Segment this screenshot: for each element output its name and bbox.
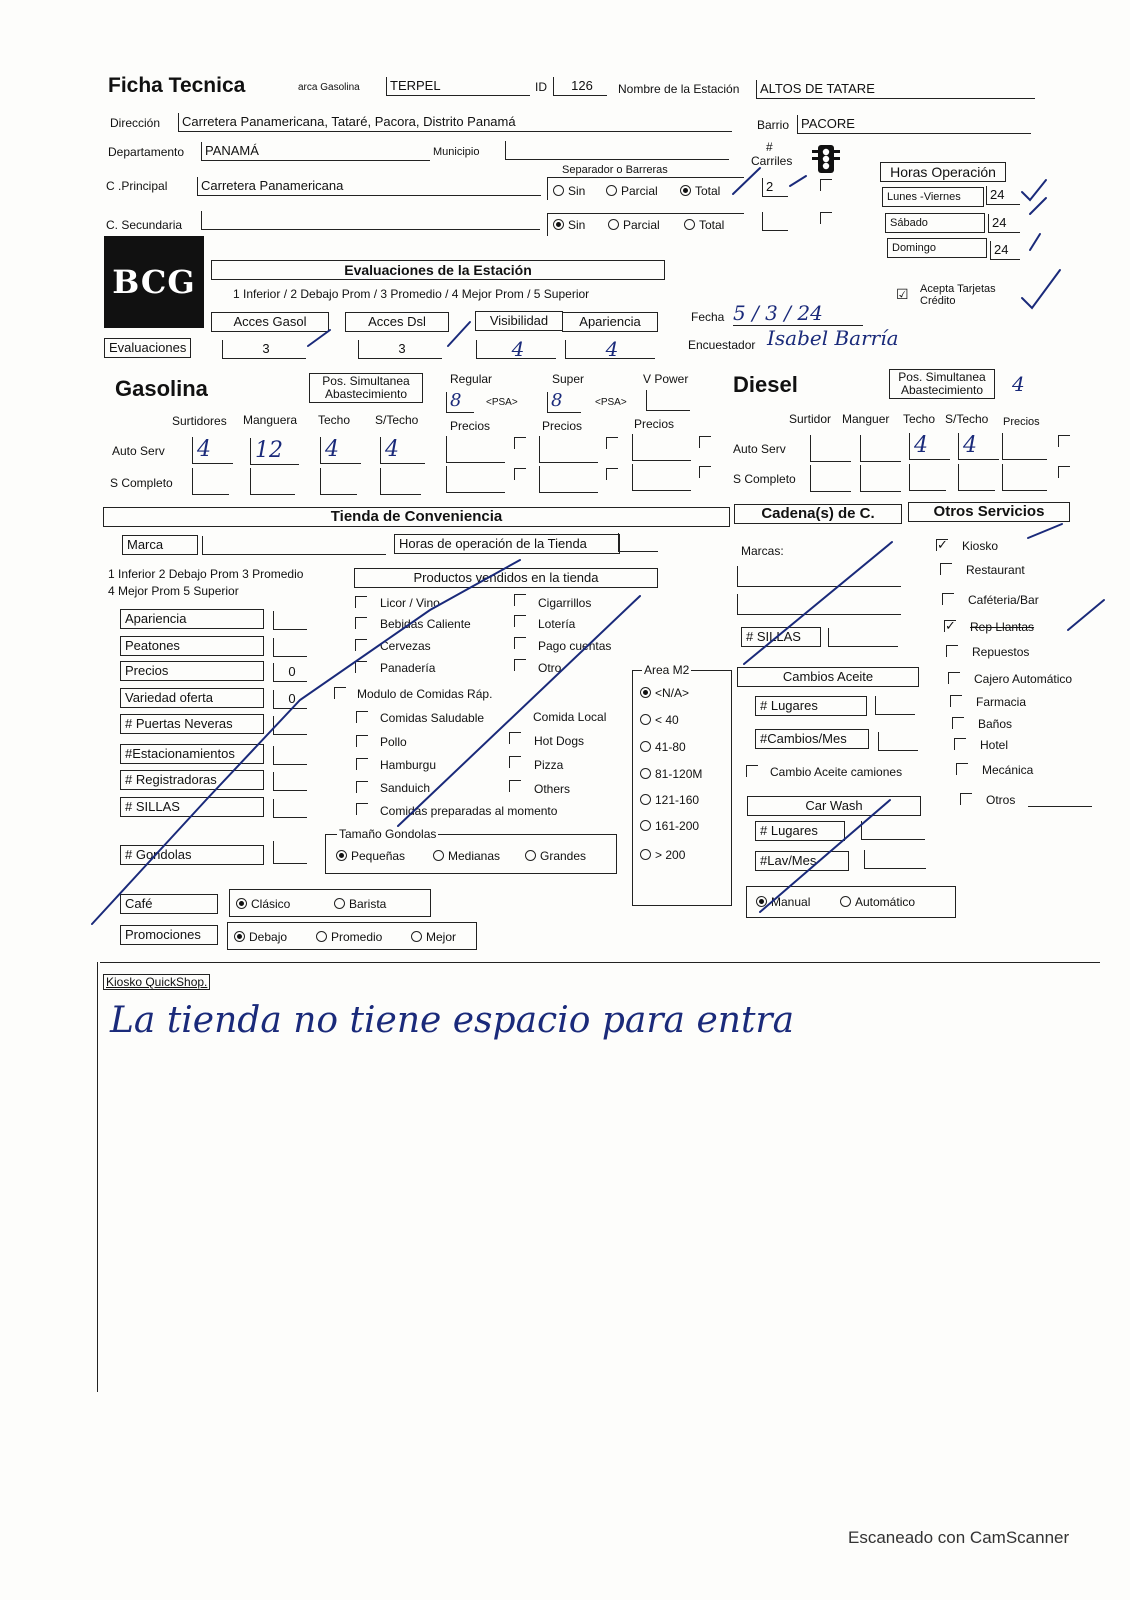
gondolas-label: # Gondolas	[120, 845, 264, 865]
otros-checkbox[interactable]: ✓	[937, 537, 948, 552]
gasolina-completo-check-2[interactable]	[606, 468, 618, 480]
eval-visibilidad-value[interactable]: 4	[476, 340, 556, 359]
diesel-auto-precio[interactable]	[1002, 433, 1047, 460]
producto-label: Panadería	[380, 661, 436, 675]
gasolina-psa-1: <PSA>	[486, 397, 518, 408]
acepta-tarjetas-checkbox[interactable]: ☑	[896, 286, 909, 302]
eval-acces-gasol-label: Acces Gasol	[211, 312, 329, 332]
comida-label: Others	[534, 782, 571, 796]
gasolina-auto-label: Auto Serv	[112, 444, 165, 458]
promo-promedio[interactable]: Promedio	[316, 930, 382, 944]
barrio-field[interactable]: PACORE	[797, 115, 1031, 134]
preparadas-checkbox[interactable]	[356, 803, 368, 815]
horas-sabado-label: Sábado	[885, 213, 985, 233]
otros-checkbox[interactable]	[948, 672, 960, 684]
comida-checkbox[interactable]	[356, 758, 368, 770]
diesel-col-stecho: S/Techo	[945, 412, 989, 426]
comida-label: Pollo	[380, 735, 407, 749]
cprincipal-field[interactable]: Carretera Panamericana	[197, 177, 541, 196]
diesel-auto-surtidor[interactable]	[810, 435, 851, 462]
producto-label: Cervezas	[380, 639, 431, 653]
encuestador-value[interactable]: Isabel Barría	[767, 326, 899, 350]
gasolina-col-techo: Techo	[318, 413, 351, 427]
horas-sabado-value[interactable]: 24	[988, 214, 1020, 233]
comida-label: Sanduich	[380, 781, 431, 795]
gasolina-auto-check-3[interactable]	[699, 436, 711, 448]
comida-checkbox[interactable]	[356, 711, 368, 723]
diesel-auto-manguer[interactable]	[860, 435, 901, 462]
departamento-field[interactable]: PANAMÁ	[201, 142, 430, 161]
eval-acces-gasol-value[interactable]: 3	[222, 340, 306, 359]
gasolina-col-surtidores: Surtidores	[172, 414, 227, 428]
modulo-checkbox[interactable]	[334, 687, 346, 699]
otros-label: Baños	[978, 717, 1013, 731]
rating-label: # Puertas Neveras	[120, 714, 264, 734]
id-field[interactable]: 126	[553, 77, 607, 96]
carwash-lugares-label: # Lugares	[755, 821, 845, 841]
separador-row2-sin[interactable]: Sin	[553, 218, 585, 232]
promo-mejor[interactable]: Mejor	[411, 930, 456, 944]
municipio-field[interactable]	[505, 141, 729, 160]
gasolina-vpower-label: V Power	[643, 372, 689, 386]
diesel-completo-techo[interactable]	[909, 464, 946, 491]
rating-label: # SILLAS	[120, 797, 264, 817]
gasolina-regular-value[interactable]: 8	[446, 392, 474, 413]
gasolina-completo-label: S Completo	[110, 476, 173, 490]
aceite-lugares-label: # Lugares	[755, 696, 867, 716]
gondolas-grandes[interactable]: Grandes	[525, 849, 586, 863]
gasolina-completo-stecho[interactable]	[380, 468, 421, 495]
rating-label: Precios	[120, 661, 264, 681]
producto-checkbox[interactable]	[514, 659, 526, 671]
otros-checkbox[interactable]	[940, 563, 952, 575]
gasolina-col-stecho: S/Techo	[375, 413, 419, 427]
otros-checkbox[interactable]	[950, 695, 962, 707]
diesel-pos-value[interactable]: 4	[1012, 372, 1025, 396]
gasolina-auto-surtidores[interactable]: 4	[192, 437, 233, 464]
cafe-label: Café	[120, 894, 218, 914]
tienda-scale-1: 1 Inferior 2 Debajo Prom 3 Promedio	[108, 567, 304, 581]
comida-checkbox[interactable]	[509, 756, 521, 768]
fecha-value[interactable]: 5 / 3 / 24	[733, 301, 863, 326]
rating-label: #Estacionamientos	[120, 744, 264, 764]
csecundaria-label: C. Secundaria	[106, 218, 183, 232]
rating-field[interactable]	[273, 799, 307, 818]
otros-checkbox[interactable]	[952, 717, 964, 729]
horas-domingo-label: Domingo	[887, 238, 987, 258]
wash-manual[interactable]: Manual	[756, 895, 810, 909]
gasolina-completo-check-3[interactable]	[699, 466, 711, 478]
producto-label: Otro	[538, 661, 562, 675]
notes-left-border	[97, 962, 98, 1392]
gasolina-completo-techo[interactable]	[320, 468, 357, 495]
aceite-cambios-label: #Cambios/Mes	[755, 729, 869, 749]
eval-apariencia-value[interactable]: 4	[565, 340, 655, 359]
gasolina-title: Gasolina	[115, 376, 208, 401]
diesel-col-surtidor: Surtidor	[789, 412, 832, 426]
diesel-pos-label: Pos. Simultanea Abastecimiento	[889, 369, 995, 399]
tienda-scale-2: 4 Mejor Prom 5 Superior	[108, 584, 239, 598]
gasolina-super-value[interactable]: 8	[547, 392, 581, 413]
area-option[interactable]: 41-80	[640, 740, 686, 754]
producto-label: Cigarrillos	[538, 596, 592, 610]
marca-field[interactable]: TERPEL	[386, 77, 530, 96]
otros-checkbox[interactable]	[954, 738, 966, 750]
direccion-label: Dirección	[110, 116, 161, 130]
comida-label: Hot Dogs	[534, 734, 585, 748]
area-option[interactable]: <N/A>	[640, 686, 689, 700]
otros-label: Repuestos	[972, 645, 1030, 659]
tienda-marca-field[interactable]	[202, 536, 386, 555]
gasolina-completo-precio-2[interactable]	[539, 466, 598, 493]
rating-label: Peatones	[120, 636, 264, 656]
area-option[interactable]: < 40	[640, 713, 679, 727]
camiones-checkbox[interactable]	[746, 765, 758, 777]
diesel-title: Diesel	[733, 372, 798, 397]
diesel-completo-label: S Completo	[733, 472, 796, 486]
separador-row1-parcial[interactable]: Parcial	[606, 184, 658, 198]
aceite-title: Cambios Aceite	[737, 667, 919, 687]
eval-acces-dsl-value[interactable]: 3	[358, 340, 442, 359]
gasolina-auto-precio-regular[interactable]	[446, 436, 505, 463]
diesel-completo-stecho[interactable]	[958, 464, 995, 491]
cadena-title: Cadena(s) de C.	[734, 504, 902, 524]
eval-visibilidad-label: Visibilidad	[475, 311, 563, 331]
carwash-lav-field[interactable]	[864, 850, 926, 869]
gasolina-auto-check-2[interactable]	[606, 437, 618, 449]
aceite-cambios-field[interactable]	[878, 732, 918, 751]
horas-lunes-label: Lunes -Viernes	[882, 187, 984, 207]
otros-checkbox[interactable]	[946, 645, 958, 657]
evaluaciones-scale: 1 Inferior / 2 Debajo Prom / 3 Promedio / 4 Mejor Prom / 5 Superior	[233, 287, 590, 301]
otros-line	[1028, 806, 1092, 807]
gondolas-pequenas[interactable]: Pequeñas	[336, 849, 405, 863]
producto-checkbox[interactable]	[514, 637, 526, 649]
footer-text: Escaneado con CamScanner	[848, 1528, 1070, 1547]
carriles-field-2[interactable]	[762, 212, 788, 231]
carwash-lav-label: #Lav/Mes	[755, 851, 849, 871]
gasolina-precios-2: Precios	[542, 419, 583, 433]
comida-checkbox[interactable]	[509, 732, 521, 744]
separador-row2-parcial[interactable]: Parcial	[608, 218, 660, 232]
carriles-check[interactable]	[820, 179, 832, 191]
notes-top-border	[100, 962, 1100, 963]
carwash-lugares-field[interactable]	[861, 821, 925, 840]
otros-label: Rep Llantas	[970, 620, 1035, 634]
cprincipal-label: C .Principal	[106, 179, 168, 193]
evaluaciones-label: Evaluaciones	[104, 338, 191, 358]
aceite-lugares-field[interactable]	[875, 696, 915, 715]
comida-label: Hamburgu	[380, 758, 437, 772]
producto-label: Lotería	[538, 617, 576, 631]
separador-row2-total[interactable]: Total	[684, 218, 724, 232]
gasolina-vpower-value[interactable]	[646, 390, 690, 411]
rating-label: Apariencia	[120, 609, 264, 629]
gasolina-completo-manguera[interactable]	[250, 468, 295, 495]
diesel-auto-stecho[interactable]: 4	[958, 433, 999, 460]
rating-field[interactable]	[273, 772, 307, 791]
gasolina-pos-label: Pos. Simultanea Abastecimiento	[309, 373, 423, 403]
cadena-sillas-field[interactable]	[828, 628, 898, 647]
diesel-completo-precio[interactable]	[1002, 464, 1047, 491]
estacion-label: Nombre de la Estación	[618, 82, 740, 96]
otros-checkbox[interactable]	[960, 793, 972, 805]
diesel-auto-check[interactable]	[1058, 435, 1070, 447]
carriles-label: Carriles	[751, 154, 793, 168]
otros-label: Hotel	[980, 738, 1009, 752]
horas-lunes-value[interactable]: 24	[986, 186, 1020, 205]
evaluaciones-title: Evaluaciones de la Estación	[211, 260, 665, 280]
gondolas-field[interactable]	[273, 841, 307, 864]
diesel-completo-manguer[interactable]	[860, 465, 901, 492]
otros-label: Mecánica	[982, 763, 1034, 777]
gasolina-auto-precio-vpower[interactable]	[632, 434, 691, 461]
rating-field[interactable]	[273, 638, 307, 657]
rating-field[interactable]	[273, 716, 307, 735]
promo-debajo[interactable]: Debajo	[234, 930, 287, 944]
separador-row1-total[interactable]: Total	[680, 184, 720, 198]
gasolina-auto-stecho[interactable]: 4	[380, 437, 425, 464]
gasolina-auto-check-1[interactable]	[514, 437, 526, 449]
barrio-label: Barrio	[757, 118, 790, 132]
gasolina-completo-precio-1[interactable]	[446, 466, 505, 493]
otros-label: Cajero Automático	[974, 672, 1073, 686]
departamento-label: Departamento	[108, 145, 185, 159]
eval-acces-dsl-label: Acces Dsl	[345, 312, 449, 332]
gasolina-super-label: Super	[552, 372, 585, 386]
producto-label: Pago cuentas	[538, 639, 612, 653]
carriles-field[interactable]: 2	[762, 178, 788, 197]
gasolina-completo-surtidores[interactable]	[192, 468, 229, 495]
producto-checkbox[interactable]	[355, 661, 367, 673]
producto-checkbox[interactable]	[514, 615, 526, 627]
rating-field[interactable]	[273, 746, 307, 765]
tienda-horas-field[interactable]	[618, 533, 658, 552]
comida-local-label: Comida Local	[533, 710, 607, 724]
area-group	[632, 670, 732, 906]
page-title: Ficha Tecnica	[108, 74, 246, 97]
carriles-hash: #	[766, 140, 773, 154]
estacion-field[interactable]: ALTOS DE TATARE	[756, 80, 1035, 99]
producto-label: Bebidas Caliente	[380, 617, 471, 631]
gasolina-col-manguera: Manguera	[243, 413, 298, 427]
camiones-label: Cambio Aceite camiones	[770, 765, 903, 779]
otros-label: Farmacia	[976, 695, 1027, 709]
encuestador-label: Encuestador	[688, 338, 756, 352]
otros-checkbox[interactable]	[942, 593, 954, 605]
cadena-marcas-label: Marcas:	[741, 544, 784, 558]
otros-title: Otros Servicios	[908, 502, 1070, 522]
wash-automatico[interactable]: Automático	[840, 895, 915, 909]
carriles-check-2[interactable]	[820, 212, 832, 224]
producto-checkbox[interactable]	[514, 594, 526, 606]
modulo-label: Modulo de Comidas Ráp.	[357, 687, 493, 701]
otros-label: Restaurant	[966, 563, 1025, 577]
gasolina-auto-techo[interactable]: 4	[320, 437, 361, 464]
comida-checkbox[interactable]	[356, 735, 368, 747]
cadena-marca-2[interactable]	[737, 594, 901, 615]
area-option[interactable]: 81-120M	[640, 767, 702, 781]
producto-label: Licor / Vino	[380, 596, 440, 610]
diesel-auto-techo[interactable]: 4	[909, 433, 950, 460]
gondolas-medianas[interactable]: Medianas	[433, 849, 500, 863]
gasolina-completo-precio-3[interactable]	[632, 464, 691, 491]
diesel-col-precios: Precios	[1003, 416, 1040, 428]
bcg-logo	[104, 236, 204, 328]
comida-checkbox[interactable]	[509, 780, 521, 792]
area-option[interactable]: 161-200	[640, 819, 699, 833]
separador-row1-sin[interactable]: Sin	[553, 184, 585, 198]
tienda-title: Tienda de Conveniencia	[103, 507, 730, 527]
gasolina-auto-precio-super[interactable]	[539, 436, 598, 463]
gasolina-auto-manguera[interactable]: 12	[250, 438, 299, 465]
diesel-col-manguer: Manguer	[842, 412, 890, 426]
comida-checkbox[interactable]	[356, 781, 368, 793]
tienda-horas-label: Horas de operación de la Tienda	[394, 534, 620, 554]
rating-label: Variedad oferta	[120, 688, 264, 708]
fecha-label: Fecha	[691, 310, 725, 324]
diesel-completo-check[interactable]	[1058, 466, 1070, 478]
diesel-col-techo: Techo	[903, 412, 936, 426]
traffic-light-icon	[812, 144, 840, 177]
area-option[interactable]: 121-160	[640, 793, 699, 807]
notes-title: Kiosko QuickShop.	[103, 974, 210, 990]
producto-checkbox[interactable]	[355, 596, 367, 608]
tienda-marca-label: Marca	[122, 535, 198, 555]
horas-domingo-value[interactable]: 24	[990, 241, 1020, 260]
municipio-label: Municipio	[433, 146, 480, 158]
gondolas-size-label: Tamaño Gondolas	[339, 827, 437, 841]
acepta-tarjetas-label: Acepta Tarjetas Crédito	[920, 283, 996, 307]
gasolina-psa-2: <PSA>	[595, 397, 627, 408]
gasolina-completo-check-1[interactable]	[514, 468, 526, 480]
otros-label: Caféteria/Bar	[968, 593, 1039, 607]
comida-label: Comidas Saludable	[380, 711, 485, 725]
rating-field[interactable]	[273, 611, 307, 630]
area-label: Area M2	[644, 663, 690, 677]
rating-field[interactable]: 0	[273, 690, 307, 709]
carwash-title: Car Wash	[747, 796, 921, 816]
bcg-logo-text: BCG	[112, 263, 196, 301]
eval-apariencia-label: Apariencia	[562, 312, 658, 332]
preparadas-label: Comidas preparadas al momento	[380, 804, 558, 818]
marca-label: arca Gasolina	[298, 82, 360, 93]
rating-label: # Registradoras	[120, 770, 264, 790]
producto-checkbox[interactable]	[355, 639, 367, 651]
gasolina-regular-label: Regular	[450, 372, 493, 386]
direccion-field[interactable]: Carretera Panamericana, Tataré, Pacora, Distrito Panamá	[178, 113, 732, 132]
gasolina-precios-3: Precios	[634, 417, 675, 431]
comida-label: Pizza	[534, 758, 564, 772]
cafe-barista[interactable]: Barista	[334, 897, 386, 911]
rating-field[interactable]: 0	[273, 663, 307, 682]
producto-checkbox[interactable]	[355, 617, 367, 629]
cadena-sillas-label: # SILLAS	[741, 627, 821, 647]
diesel-auto-label: Auto Serv	[733, 442, 786, 456]
productos-title: Productos vendidos en la tienda	[354, 568, 658, 588]
otros-checkbox[interactable]: ✓	[945, 618, 956, 633]
cadena-marca-1[interactable]	[737, 566, 901, 587]
gasolina-precios-1: Precios	[450, 419, 491, 433]
diesel-completo-surtidor[interactable]	[810, 465, 851, 492]
notes-text[interactable]: La tienda no tiene espacio para entra	[110, 1000, 795, 1041]
area-option[interactable]: > 200	[640, 848, 685, 862]
separador-label: Separador o Barreras	[562, 164, 668, 176]
otros-checkbox[interactable]	[956, 763, 968, 775]
otros-label: Otros	[986, 793, 1016, 807]
csecundaria-field[interactable]	[201, 211, 540, 230]
otros-label: Kiosko	[962, 539, 999, 553]
horas-title: Horas Operación	[880, 162, 1006, 182]
id-label: ID	[535, 80, 547, 94]
promociones-label: Promociones	[120, 925, 218, 945]
cafe-clasico[interactable]: Clásico	[236, 897, 290, 911]
